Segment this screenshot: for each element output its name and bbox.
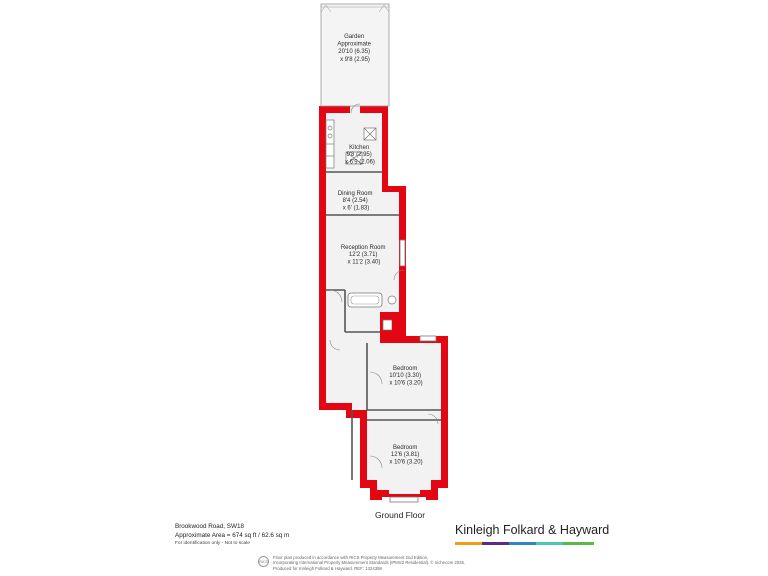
brand-stripe-2 xyxy=(482,542,509,545)
rics-badge-icon: RICS xyxy=(258,556,269,567)
footnote-line: Produced for Kinleigh Folkard & Hayward. REF: 1324398 xyxy=(273,565,382,571)
footnote-line: Floor plan produced in accordance with RICS Property Measurement 2nd Edition, xyxy=(273,555,429,560)
brand-stripe-3 xyxy=(509,542,536,545)
floor-label: Ground Floor xyxy=(374,510,426,520)
reception-room-label: Reception Room 12'2 (3.71) x 11'2 (3.40) xyxy=(340,245,386,266)
brand-stripe-4 xyxy=(536,542,563,545)
brand-stripe-5 xyxy=(563,542,594,545)
bedroom-label: Bedroom 10'10 (3.30) x 10'6 (3.20) xyxy=(389,366,423,387)
garden-label: Garden Approximate 20'10 (6.35) x 9'8 (2.95) xyxy=(337,34,372,63)
brand-stripe-1 xyxy=(455,542,482,545)
footnote-line: Incorporating International Property Measurement Standards (IPMS2 Residential). © nichecom 2025. xyxy=(273,560,466,566)
footnote xyxy=(273,555,465,571)
property-address: Brookwood Road, SW18 xyxy=(175,523,244,530)
dining-room-label: Dining Room 8'4 (2.54) x 6' (1.83) xyxy=(337,191,373,212)
property-area: Approximate Area = 674 sq ft / 62.6 sq m xyxy=(175,531,290,539)
property-info xyxy=(175,523,289,549)
bedroom-label: Bedroom 12'6 (3.81) x 10'6 (3.20) xyxy=(389,445,423,466)
kitchen-label: Kitchen 9'8 (2.95) x 6'9 (2.06) xyxy=(345,145,375,166)
property-disclaimer: For identification only - Not to scale xyxy=(175,541,250,547)
brand-name: Kinleigh Folkard & Hayward xyxy=(455,523,610,537)
